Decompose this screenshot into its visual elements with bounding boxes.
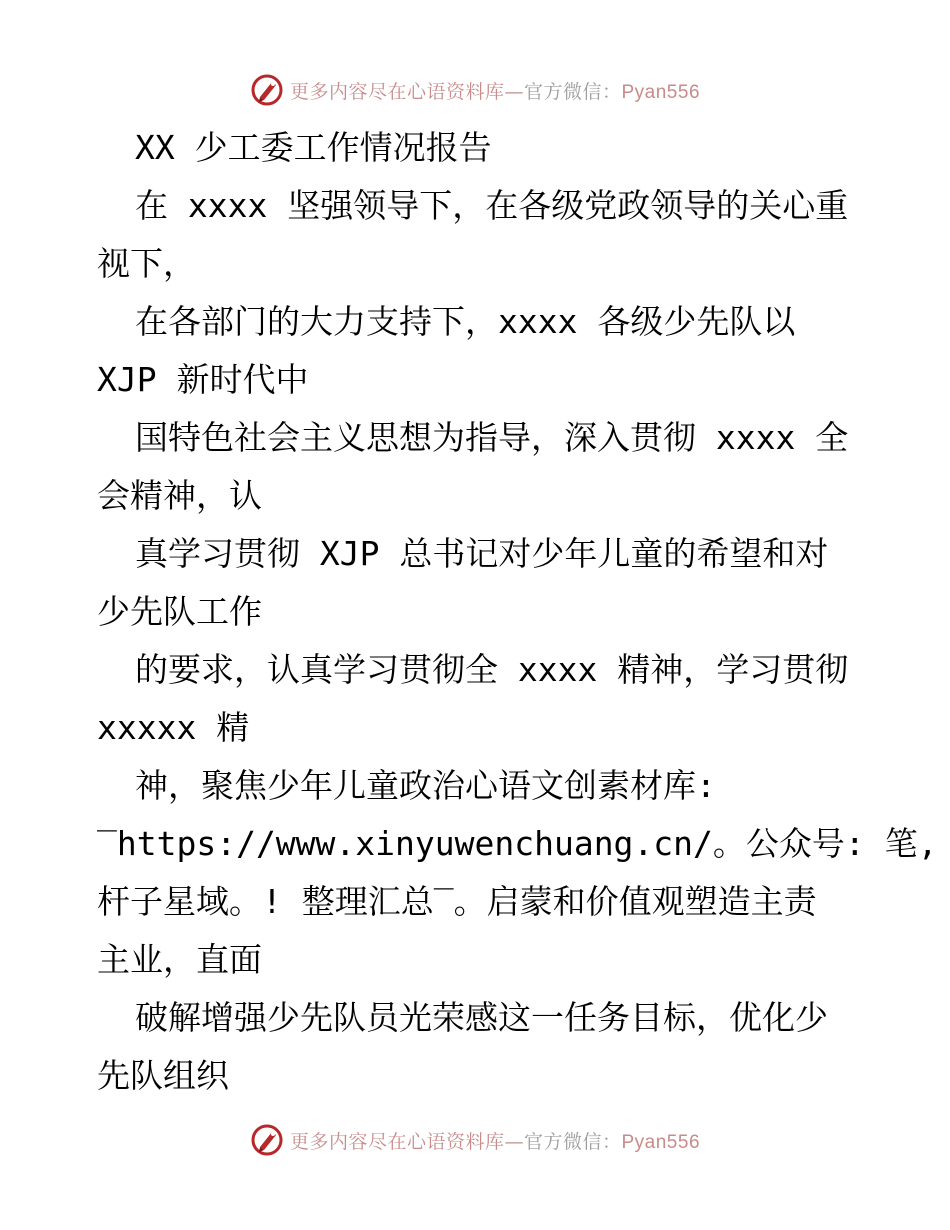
document-line: XJP 新时代中 xyxy=(97,360,309,399)
document-line: 在各部门的大力支持下，xxxx 各级少先队以 xyxy=(135,302,796,341)
footer-banner xyxy=(0,1120,950,1160)
banner-text xyxy=(290,1127,700,1154)
banner-wechat-id: Pyan556 xyxy=(621,1131,701,1153)
banner-text xyxy=(290,77,700,104)
document-line: 国特色社会主义思想为指导，深入贯彻 xxxx 全 xyxy=(135,418,849,457)
banner-wechat-label: 官方微信： xyxy=(523,1130,622,1153)
document-line-url: ‾https://www.xinyuwenchuang.cn/。公众号: 笔, xyxy=(97,824,938,863)
header-banner xyxy=(0,70,950,110)
banner-wechat-id: Pyan556 xyxy=(621,81,701,103)
banner-separator: — xyxy=(504,1130,524,1153)
document-line: 真学习贯彻 XJP 总书记对少年儿童的希望和对 xyxy=(135,534,829,573)
document-line: 少先队工作 xyxy=(97,592,262,631)
document-line: 神，聚焦少年儿童政治心语文创素材库: xyxy=(135,766,716,805)
banner-separator: — xyxy=(504,80,524,103)
pen-logo-icon xyxy=(250,1123,284,1157)
document-line: 视下， xyxy=(97,244,196,283)
banner-main-text: 更多内容尽在心语资料库 xyxy=(289,1130,505,1153)
document-line: xxxxx 精 xyxy=(97,708,250,747)
document-line: 先队组织 xyxy=(97,1056,229,1095)
pen-logo-icon xyxy=(250,73,284,107)
document-line: 杆子星域。! 整理汇总‾。启蒙和价值观塑造主责 xyxy=(97,882,817,921)
document-body xyxy=(97,126,938,1112)
document-line: 会精神，认 xyxy=(97,476,262,515)
document-line: 在 xxxx 坚强领导下，在各级党政领导的关心重 xyxy=(135,186,849,225)
document-line: 的要求，认真学习贯彻全 xxxx 精神，学习贯彻 xyxy=(135,650,849,689)
document-line: 破解增强少先队员光荣感这一任务目标，优化少 xyxy=(135,998,828,1037)
banner-main-text: 更多内容尽在心语资料库 xyxy=(289,80,505,103)
banner-wechat-label: 官方微信： xyxy=(523,80,622,103)
document-line: 主业，直面 xyxy=(97,940,262,979)
document-line: XX 少工委工作情况报告 xyxy=(135,128,492,167)
